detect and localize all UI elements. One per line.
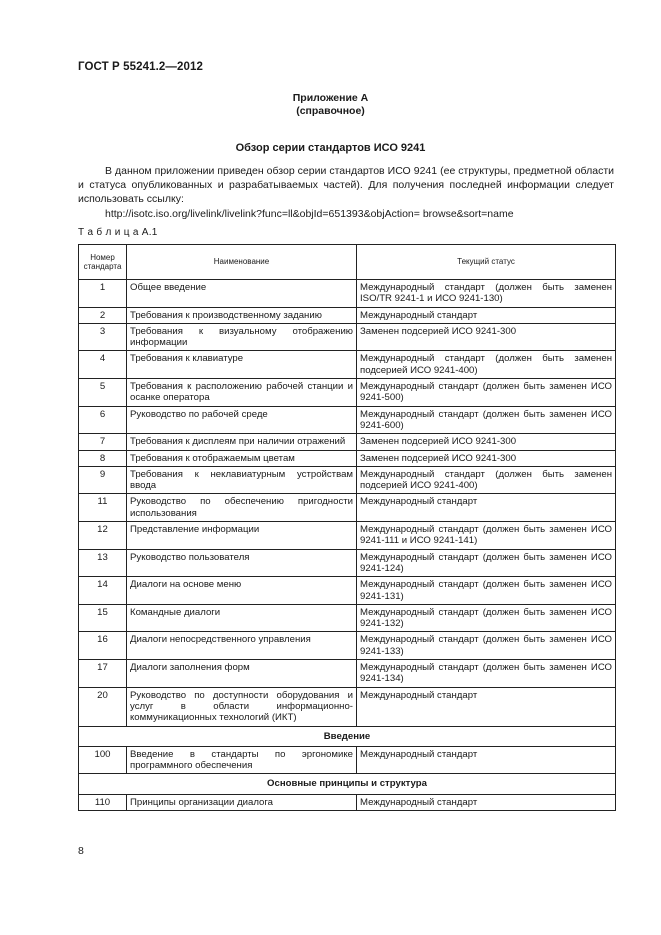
standard-number: 5: [79, 379, 127, 407]
standard-number: 6: [79, 406, 127, 434]
standard-number: 2: [79, 307, 127, 323]
standard-name: Введение в стандарты по эргономике программного обеспечения: [127, 746, 357, 774]
standard-status: Международный стандарт (должен быть заменен ИСО 9241-131): [357, 577, 616, 605]
standard-name: Диалоги на основе меню: [127, 577, 357, 605]
standard-number: 13: [79, 549, 127, 577]
standard-number: 7: [79, 434, 127, 450]
standard-name: Принципы организации диалога: [127, 794, 357, 810]
table-row: [79, 577, 616, 605]
standard-number: 4: [79, 351, 127, 379]
table-body: [79, 280, 616, 811]
standard-name: Требования к производственному заданию: [127, 307, 357, 323]
table-caption: Т а б л и ц а А.1: [78, 227, 158, 238]
standard-name: Требования к отображаемым цветам: [127, 450, 357, 466]
standard-number: 110: [79, 794, 127, 810]
standard-status: Международный стандарт: [357, 687, 616, 726]
standard-status: Международный стандарт: [357, 494, 616, 522]
standard-status: Международный стандарт: [357, 794, 616, 810]
section-title: Обзор серии стандартов ИСО 9241: [235, 142, 426, 154]
table-row: [79, 323, 616, 351]
table-row: [79, 549, 616, 577]
table-row: [79, 687, 616, 726]
standard-status: Международный стандарт: [357, 307, 616, 323]
table-row: [79, 450, 616, 466]
section-label: Основные принципы и структура: [79, 774, 616, 794]
table-row: [79, 794, 616, 810]
table-row: [79, 604, 616, 632]
standard-status: Международный стандарт (должен быть заменен ИСО 9241-124): [357, 549, 616, 577]
standard-name: Руководство по доступности оборудования и услуг в области информационно-коммуникационных технологий (ИКТ): [127, 687, 357, 726]
standard-status: Международный стандарт (должен быть заменен ИСО 9241-134): [357, 660, 616, 688]
table-row: [79, 494, 616, 522]
standard-name: Руководство по рабочей среде: [127, 406, 357, 434]
header-name: Наименование: [127, 245, 357, 280]
standard-number: 17: [79, 660, 127, 688]
table-row: [79, 307, 616, 323]
standard-number: 15: [79, 604, 127, 632]
standard-status: Международный стандарт (должен быть заменен ИСО 9241-500): [357, 379, 616, 407]
standard-status: Международный стандарт (должен быть заменен ISO/TR 9241-1 и ИСО 9241-130): [357, 280, 616, 308]
table-section-row: [79, 774, 616, 794]
standard-status: Международный стандарт (должен быть заменен ИСО 9241-600): [357, 406, 616, 434]
standard-number: 14: [79, 577, 127, 605]
table-row: [79, 379, 616, 407]
table-row: [79, 466, 616, 494]
header-number: Номер стандарта: [79, 245, 127, 280]
standard-status: Международный стандарт (должен быть заменен подсерией ИСО 9241-400): [357, 351, 616, 379]
standard-number: 1: [79, 280, 127, 308]
page-number: 8: [78, 845, 84, 857]
annex-subtitle: (справочное): [296, 105, 365, 117]
table-row: [79, 351, 616, 379]
table-row: [79, 280, 616, 308]
standard-status: Заменен подсерией ИСО 9241-300: [357, 323, 616, 351]
table-row: [79, 632, 616, 660]
standard-number: 9: [79, 466, 127, 494]
standard-name: Командные диалоги: [127, 604, 357, 632]
standard-name: Руководство по обеспечению пригодности использования: [127, 494, 357, 522]
standards-table: [78, 244, 616, 811]
standard-name: Руководство пользователя: [127, 549, 357, 577]
table-row: [79, 746, 616, 774]
standard-name: Общее введение: [127, 280, 357, 308]
table-row: [79, 406, 616, 434]
annex-title: Приложение А: [292, 92, 369, 104]
standard-number: 100: [79, 746, 127, 774]
table-row: [79, 660, 616, 688]
standard-number: 16: [79, 632, 127, 660]
standard-name: Диалоги непосредственного управления: [127, 632, 357, 660]
header-status: Текущий статус: [357, 245, 616, 280]
intro-paragraph: В данном приложении приведен обзор серии стандартов ИСО 9241 (ее структуры, предметной области и статуса опубликованных и разрабатываемых частей). Для получения последней информации следует использовать ссылку:: [78, 165, 614, 205]
table-row: [79, 522, 616, 550]
standard-status: Международный стандарт (должен быть заменен подсерией ИСО 9241-400): [357, 466, 616, 494]
standard-status: Заменен подсерией ИСО 9241-300: [357, 450, 616, 466]
table-row: [79, 434, 616, 450]
standard-status: Международный стандарт: [357, 746, 616, 774]
standard-number: 8: [79, 450, 127, 466]
standard-status: Международный стандарт (должен быть заменен ИСО 9241-133): [357, 632, 616, 660]
standard-name: Представление информации: [127, 522, 357, 550]
standard-number: 20: [79, 687, 127, 726]
standard-status: Международный стандарт (должен быть заменен ИСО 9241-132): [357, 604, 616, 632]
standard-name: Требования к дисплеям при наличии отражений: [127, 434, 357, 450]
standard-number: 12: [79, 522, 127, 550]
table-header-row: [79, 245, 616, 280]
reference-link[interactable]: http://isotc.iso.org/livelink/livelink?func=ll&objId=651393&objAction= browse&sort=name: [105, 208, 514, 220]
standard-number: 11: [79, 494, 127, 522]
section-label: Введение: [79, 726, 616, 746]
standard-status: Международный стандарт (должен быть заменен ИСО 9241-111 и ИСО 9241-141): [357, 522, 616, 550]
standard-number: 3: [79, 323, 127, 351]
standard-name: Диалоги заполнения форм: [127, 660, 357, 688]
document-header: ГОСТ Р 55241.2—2012: [78, 61, 203, 73]
standard-status: Заменен подсерией ИСО 9241-300: [357, 434, 616, 450]
standard-name: Требования к неклавиатурным устройствам ввода: [127, 466, 357, 494]
standard-name: Требования к клавиатуре: [127, 351, 357, 379]
table-section-row: [79, 726, 616, 746]
standard-name: Требования к визуальному отображению информации: [127, 323, 357, 351]
standard-name: Требования к расположению рабочей станции и осанке оператора: [127, 379, 357, 407]
